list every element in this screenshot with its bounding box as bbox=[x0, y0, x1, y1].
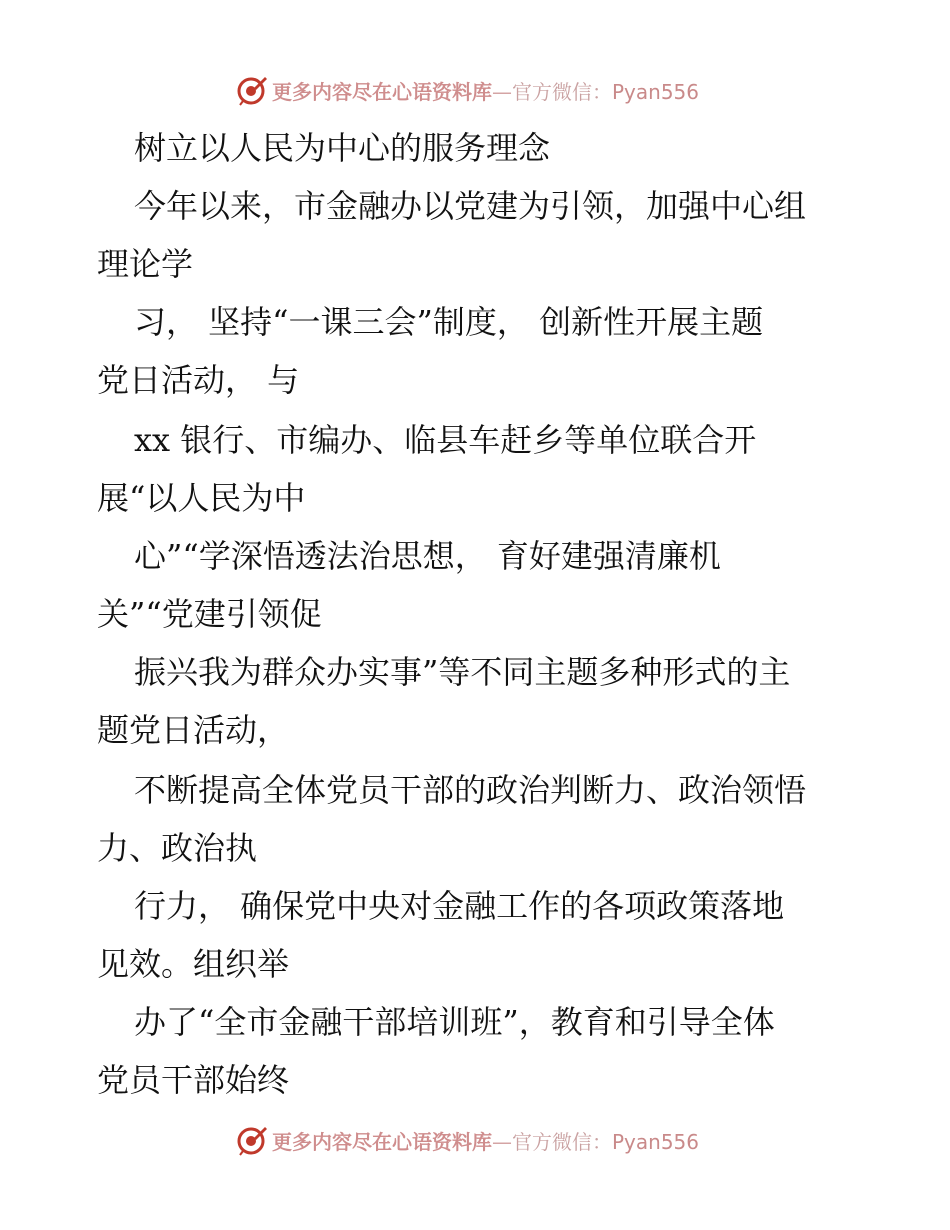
doc-line: 党日活动， 与 bbox=[97, 361, 300, 399]
doc-line: 不断提高全体党员干部的政治判断力、政治领悟 bbox=[134, 771, 807, 809]
banner-wechat-id: Pyan556 bbox=[612, 79, 700, 104]
doc-line: xx 银行、市编办、临县车赶乡等单位联合开 bbox=[134, 421, 757, 459]
banner-main-text: 更多内容尽在心语资料库 bbox=[272, 1129, 492, 1154]
banner-separator: — bbox=[492, 79, 512, 104]
pen-logo-icon bbox=[236, 74, 268, 106]
doc-line: 振兴我为群众办实事”等不同主题多种形式的主 bbox=[134, 653, 791, 691]
header-watermark-banner bbox=[0, 70, 950, 110]
doc-line: 心”“学深悟透法治思想， 育好建强清廉机 bbox=[134, 537, 721, 575]
doc-line: 行力， 确保党中央对金融工作的各项政策落地 bbox=[134, 887, 785, 925]
doc-line: 力、政治执 bbox=[97, 829, 258, 867]
doc-line: 关”“党建引领促 bbox=[97, 595, 322, 633]
doc-line: 今年以来，市金融办以党建为引领，加强中心组 bbox=[134, 187, 807, 225]
banner-wechat-id: Pyan556 bbox=[612, 1129, 700, 1154]
banner-text bbox=[272, 1126, 699, 1155]
doc-line: 树立以人民为中心的服务理念 bbox=[134, 129, 551, 167]
doc-line: 办了“全市金融干部培训班”，教育和引导全体 bbox=[134, 1003, 775, 1041]
footer-watermark-banner bbox=[0, 1120, 950, 1160]
doc-line: 展“以人民为中 bbox=[97, 479, 306, 517]
banner-wechat-label: 官方微信： bbox=[512, 79, 612, 104]
doc-line: 党员干部始终 bbox=[97, 1061, 290, 1099]
pen-logo-icon bbox=[236, 1124, 268, 1156]
banner-wechat-label: 官方微信： bbox=[512, 1129, 612, 1154]
doc-line: 习， 坚持“一课三会”制度， 创新性开展主题 bbox=[134, 303, 764, 341]
banner-text bbox=[272, 76, 699, 105]
doc-line: 理论学 bbox=[97, 245, 194, 283]
banner-main-text: 更多内容尽在心语资料库 bbox=[272, 79, 492, 104]
doc-line: 见效。组织举 bbox=[97, 945, 290, 983]
doc-line: 题党日活动， bbox=[97, 711, 290, 749]
banner-separator: — bbox=[492, 1129, 512, 1154]
